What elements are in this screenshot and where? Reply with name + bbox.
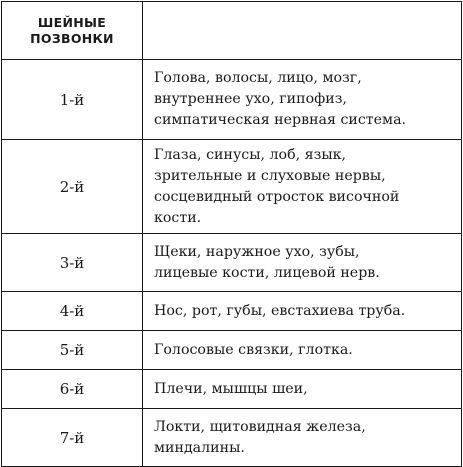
description-line: зрительные и слуховые нервы, xyxy=(154,167,386,184)
table-header-row xyxy=(2,2,462,60)
vertebra-description xyxy=(143,370,462,409)
vertebra-description xyxy=(143,292,462,331)
vertebra-description xyxy=(143,60,462,140)
description-line: Нос, рот, губы, евстахиева труба. xyxy=(154,302,406,319)
description-line: Глаза, синусы, лоб, язык, xyxy=(154,146,347,163)
description-line: Голосовые связки, глотка. xyxy=(154,341,353,358)
description-line: сосцевидный отросток височной xyxy=(154,188,400,205)
description-line: Локти, щитовидная железа, xyxy=(154,418,366,435)
table-row xyxy=(2,60,462,140)
description-line: внутреннее ухо, гипофиз, xyxy=(154,91,347,107)
description-line: симпатическая нервная система. xyxy=(154,112,407,128)
vertebra-number: 5-й xyxy=(2,331,143,370)
table-row xyxy=(2,292,462,331)
table-row xyxy=(2,331,462,370)
table-row xyxy=(2,409,462,467)
header-line-1: ШЕЙНЫЕ xyxy=(37,14,107,30)
vertebra-number: 2-й xyxy=(2,140,143,234)
description-line: Голова, волосы, лицо, мозг, xyxy=(154,70,362,86)
description-line: миндалины. xyxy=(154,439,245,456)
table-row xyxy=(2,140,462,234)
table-row xyxy=(2,370,462,409)
vertebra-number: 7-й xyxy=(2,409,143,467)
cervical-vertebrae-table xyxy=(1,1,462,467)
vertebra-description xyxy=(143,331,462,370)
table-row xyxy=(2,234,462,292)
description-line: Щеки, наружное ухо, зубы, xyxy=(154,243,360,260)
header-cell-empty xyxy=(143,2,462,60)
vertebra-description xyxy=(143,409,462,467)
vertebra-number: 1-й xyxy=(2,60,143,140)
vertebra-number: 6-й xyxy=(2,370,143,409)
description-line: лицевые кости, лицевой нерв. xyxy=(154,264,380,281)
vertebra-number: 4-й xyxy=(2,292,143,331)
header-cell-vertebrae xyxy=(2,2,143,60)
vertebra-description xyxy=(143,140,462,234)
vertebra-number: 3-й xyxy=(2,234,143,292)
description-line: кости. xyxy=(154,209,202,226)
vertebra-description xyxy=(143,234,462,292)
header-line-2: ПОЗВОНКИ xyxy=(30,30,114,46)
description-line: Плечи, мышцы шеи, xyxy=(154,380,308,397)
